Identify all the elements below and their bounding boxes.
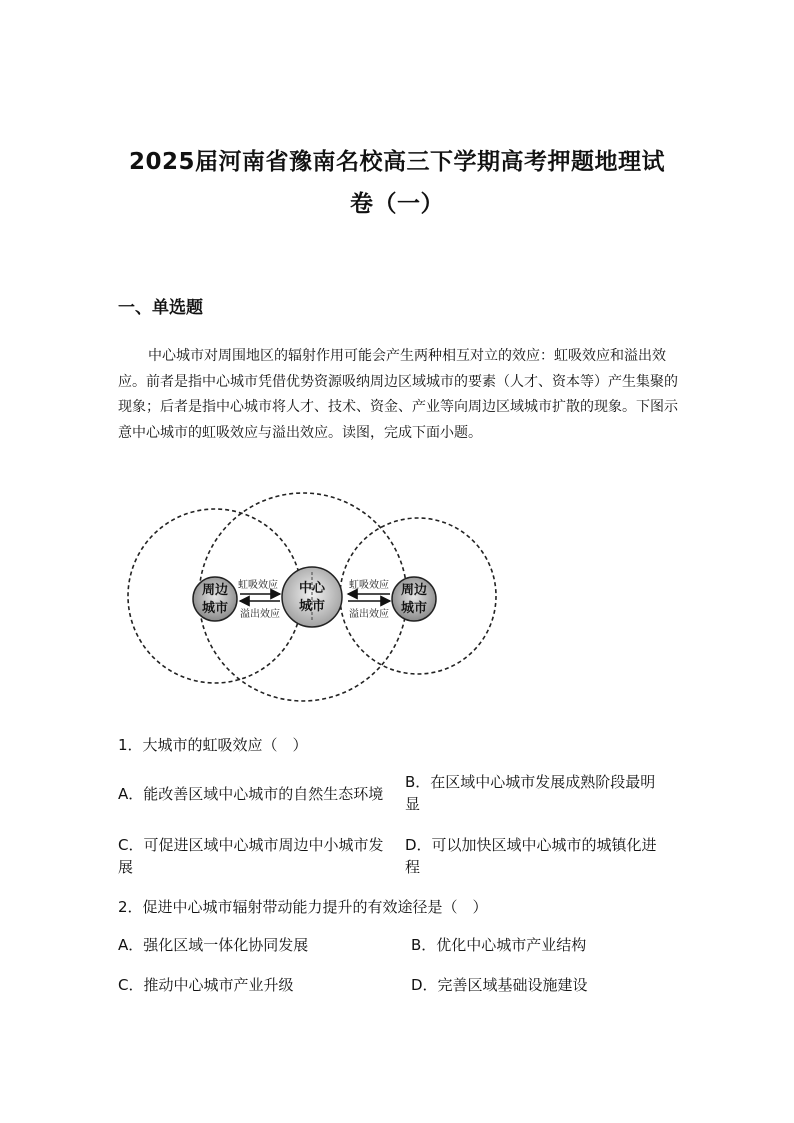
reading-passage (118, 344, 690, 447)
question-1-option-a: A．能改善区域中心城市的自然生态环境 (118, 785, 384, 803)
document-title-line1: 2025届河南省豫南名校高三下学期高考押题地理试 (128, 149, 665, 175)
question-1-stem: 1．大城市的虹吸效应（ ） (118, 736, 308, 754)
question-1-option-b-line1: B．在区域中心城市发展成熟阶段最明 (405, 773, 656, 791)
effects-diagram (118, 488, 508, 714)
question-2-option-b: B．优化中心城市产业结构 (411, 936, 587, 954)
left-city-label-1: 周边 (201, 583, 229, 598)
right-siphon-label: 虹吸效应 (349, 580, 389, 591)
question-1-option-c-line2: 展 (118, 858, 134, 876)
right-city-label-1: 周边 (400, 583, 428, 598)
question-1-option-d-line1: D．可以加快区域中心城市的城镇化进 (405, 836, 657, 854)
question-2-option-d: D．完善区域基础设施建设 (411, 976, 588, 994)
passage-text: 中心城市对周围地区的辐射作用可能会产生两种相互对立的效应：虹吸效应和溢出效应。前者是指中心城市凭借优势资源吸纳周边区域城市的要素（人才、资本等）产生集聚的现象；后者是指中心城市将人才、技术、资金、产业等向周边区域城市扩散的现象。下图示意中心城市的虹吸效应与溢出效应。读图，完成下面小题。 (118, 348, 678, 442)
right-spill-label: 溢出效应 (349, 609, 389, 620)
question-2-option-c: C．推动中心城市产业升级 (118, 976, 294, 994)
right-city-label-2: 城市 (400, 601, 428, 616)
center-city-label-1: 中心 (298, 581, 326, 596)
question-2-option-a: A．强化区域一体化协同发展 (118, 936, 309, 954)
question-2-stem: 2．促进中心城市辐射带动能力提升的有效途径是（ ） (118, 898, 488, 916)
section-heading: 一、单选题 (118, 298, 203, 318)
question-1-option-d (405, 834, 690, 878)
question-1-option-c-line1: C．可促进区域中心城市周边中小城市发 (118, 836, 384, 854)
question-1-option-d-line2: 程 (405, 858, 421, 876)
question-1-option-b-line2: 显 (405, 795, 421, 813)
question-1-option-c (118, 834, 403, 878)
center-city-label-2: 城市 (298, 599, 326, 614)
left-spill-label: 溢出效应 (240, 609, 280, 620)
question-1-option-b (405, 771, 690, 815)
document-title-line2: 卷（一） (350, 191, 444, 217)
left-siphon-label: 虹吸效应 (238, 580, 278, 591)
left-city-label-2: 城市 (201, 601, 229, 616)
